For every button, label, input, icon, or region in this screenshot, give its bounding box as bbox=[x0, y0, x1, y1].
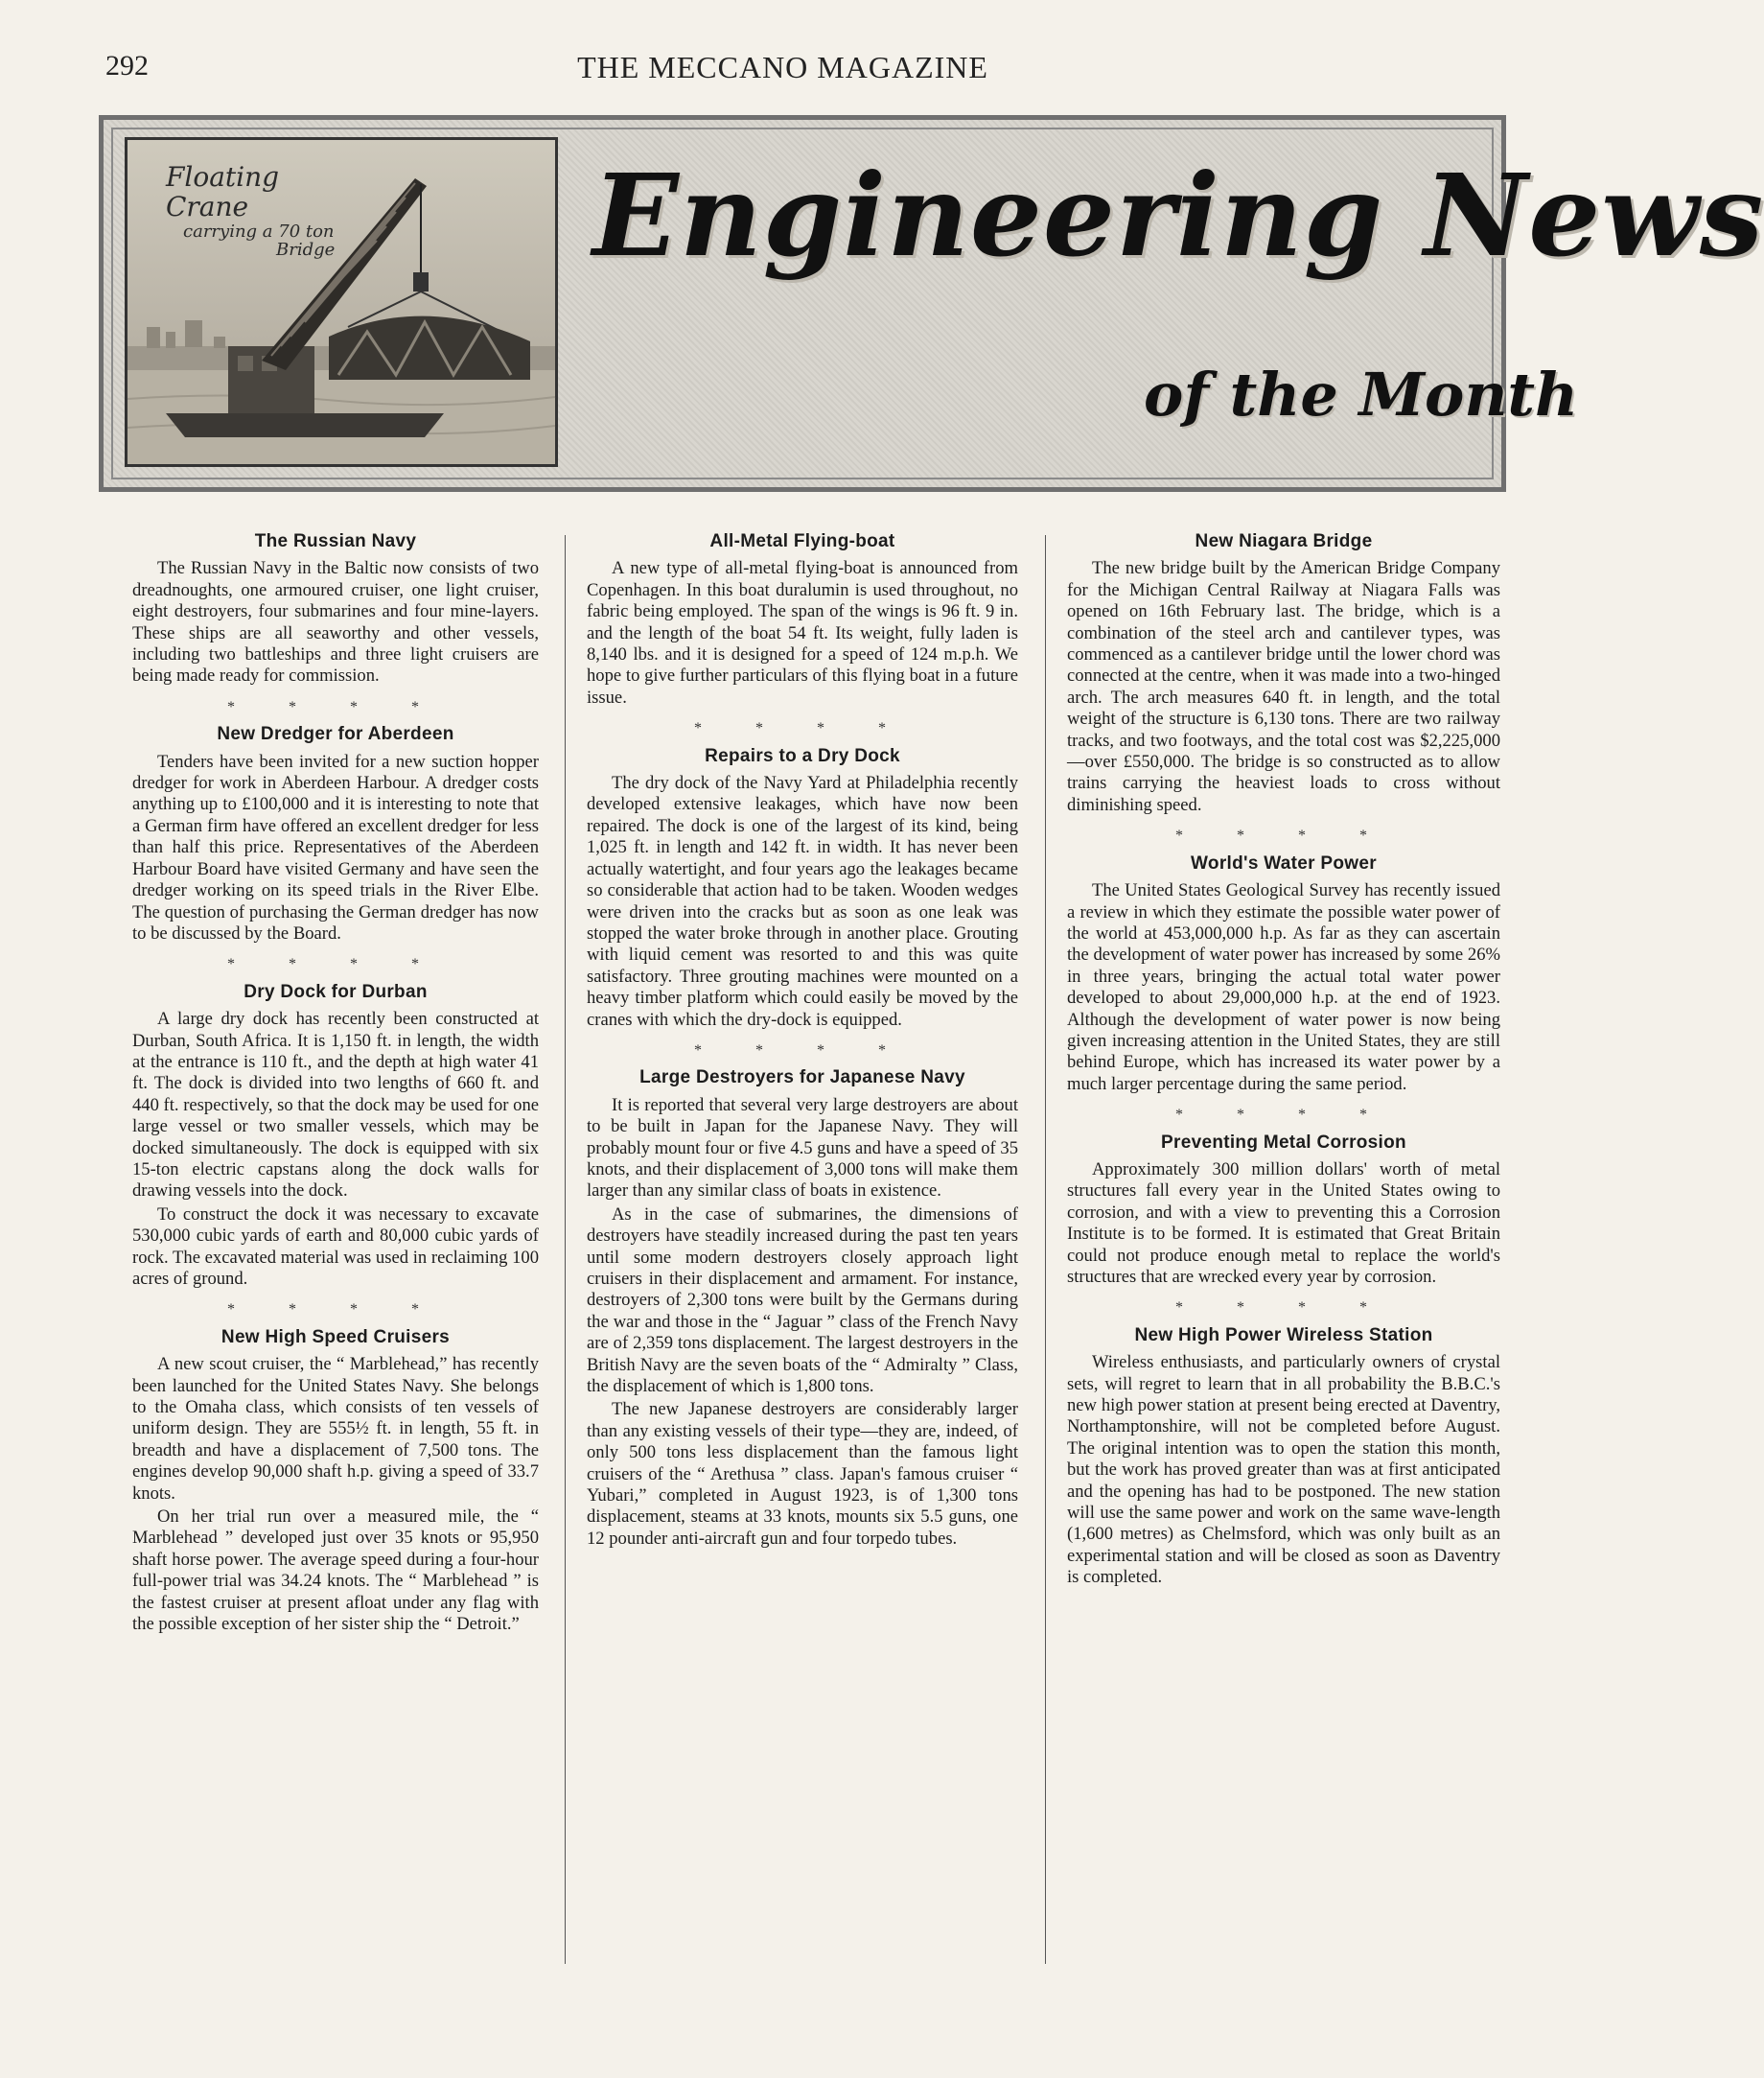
photo-caption bbox=[166, 163, 367, 260]
article-heading: World's Water Power bbox=[1191, 852, 1377, 874]
article bbox=[1067, 853, 1500, 1095]
article bbox=[1067, 1132, 1500, 1289]
article-paragraph: As in the case of submarines, the dimensions of destroyers have steadily increased during the past ten years until some modern destroyers closely approach light cruisers in their displacement and armament. For instance, destroyers of 2,300 tons were built by the Germans during the war and those in the “ Jaguar ” class of the French Navy are of 2,359 tons displacement. The largest destroyers in the British Navy are the seven boats of the “ Admiralty ” Class, the displacement of which is 1,800 tons. bbox=[587, 1203, 1018, 1397]
article-paragraph: Approximately 300 million dollars' worth of metal structures fall every year in the United States owing to corrosion, and with a view to preventing this a Corrosion Institute is to be formed. It is estimated that Great Britain could not produce enough metal to replace the world's structures that are wrecked every year by corrosion. bbox=[1067, 1158, 1500, 1287]
section-separator: * * * * bbox=[227, 956, 444, 973]
article-paragraph: The new Japanese destroyers are considerably larger than any existing vessels of their type—they are, indeed, of only 500 tons less displacement than the famous light cruisers of the “ Arethusa ” class. Japan's famous cruiser “ Yubari,” completed in August 1923, is of 1,300 tons displacement, steams at 33 knots, mounts six 5.5 guns, one 12 pounder anti-aircraft gun and four torpedo tubes. bbox=[587, 1399, 1018, 1549]
article-heading: Dry Dock for Durban bbox=[244, 981, 428, 1002]
article-paragraph: It is reported that several very large destroyers are about to be built in Japan for the Japanese Navy. They will probably mount four or five 4.5 guns and have a speed of 35 knots, and their displacement of 3,000 tons will make them larger than any similar class of boats in existence. bbox=[587, 1094, 1018, 1202]
article-paragraph: The United States Geological Survey has recently issued a review in which they estimate the possible water power of the world at 453,000,000 h.p. As far as they can ascertain the development of water power has increased by some 26% in three years, bringing the actual total water power developed to about 29,000,000 h.p. at the end of 1923. Although the development of water power is now being given increasing attention in the United States, they are still behind Europe, which has increased its water power by a much larger percentage during the same period. bbox=[1067, 880, 1500, 1094]
article-heading: Repairs to a Dry Dock bbox=[705, 745, 900, 766]
article-paragraph: On her trial run over a measured mile, the “ Marblehead ” developed just over 35 knots or 95,950 shaft horse power. The average speed during a four-hour full-power trial was 34.24 knots. The “ Marblehead ” is the fastest cruiser at present afloat under any flag with the possible exception of her sister ship the “ Detroit.” bbox=[132, 1506, 539, 1635]
article-paragraph: A new scout cruiser, the “ Marblehead,” has recently been launched for the United States Navy. She belongs to the Omaha class, which consists of ten vessels of uniform design. They are 555½ ft. in length, 55 ft. in breadth and have a displacement of 7,500 tons. The engines develop 90,000 shaft h.p. giving a speed of 33.7 knots. bbox=[132, 1354, 539, 1504]
article-paragraph: A large dry dock has recently been constructed at Durban, South Africa. It is 1,150 ft. in length, the width at the entrance is 110 ft., and the depth at high water 41 ft. The dock is divided into two lengths of 660 ft. and 440 ft. respectively, so that the dock may be used for one large vessel or two smaller vessels, which may be docked simultaneously. The dock is equipped with six 15-ton electric capstans along the dock walls for drawing vessels into the dock. bbox=[132, 1009, 539, 1202]
article bbox=[1067, 531, 1500, 816]
section-separator: * * * * bbox=[227, 698, 444, 715]
page-number: 292 bbox=[105, 50, 149, 82]
section-separator: * * * * bbox=[227, 1301, 444, 1319]
article-heading: All-Metal Flying-boat bbox=[709, 531, 895, 551]
article-paragraph: Tenders have been invited for a new suction hopper dredger for work in Aberdeen Harbour. A dredger costs anything up to £100,000 and it is interesting to note that a German firm have offered an excellent dredger for less than half this price. Representatives of the Aberdeen Harbour Board have visited Germany and have seen the dredger working on its speed trials in the River Elbe. The question of purchasing the German dredger has now to be discussed by the Board. bbox=[132, 751, 539, 944]
article bbox=[132, 724, 539, 945]
article-paragraph: A new type of all-metal flying-boat is announced from Copenhagen. In this boat duralumin is used throughout, no fabric being employed. The span of the wings is 96 ft. 9 in. and the length of the boat 54 ft. Its weight, fully laden is 8,140 lbs. and it is designed for a speed of 124 m.p.h. We hope to give further particulars of this flying boat in a future issue. bbox=[587, 558, 1018, 708]
magazine-title: THE MECCANO MAGAZINE bbox=[577, 50, 988, 84]
column-1 bbox=[132, 525, 539, 1636]
article-paragraph: Wireless enthusiasts, and particularly owners of crystal sets, will regret to learn that in all probability the B.B.C.'s new high power station at present being erected at Daventry, Northamptonshire, will not be completed before August. The original intention was to open the station this month, but the work has proved greater than was at first anticipated and the opening has had to be postponed. The new station will use the same power and work on the same wave-length (1,600 metres) as Chelmsford, which was only built as an experimental station and will be closed as soon as Daventry is completed. bbox=[1067, 1352, 1500, 1588]
column-divider bbox=[565, 535, 566, 1964]
section-separator: * * * * bbox=[1175, 828, 1392, 845]
article-paragraph: To construct the dock it was necessary to excavate 530,000 cubic yards of earth and 80,000 cubic yards of rock. The excavated material was used in reclaiming 100 acres of ground. bbox=[132, 1203, 539, 1289]
floating-crane-photo bbox=[125, 137, 558, 467]
article bbox=[587, 531, 1018, 709]
section-separator: * * * * bbox=[1175, 1299, 1392, 1317]
article-heading: New High Speed Cruisers bbox=[220, 1326, 451, 1347]
article bbox=[132, 982, 539, 1291]
photo-caption-line: carrying a 70 ton bbox=[183, 221, 335, 242]
photo-caption-line: Floating Crane bbox=[166, 161, 280, 222]
banner-headline: Engineering News bbox=[592, 149, 1764, 282]
section-separator: * * * * bbox=[694, 720, 911, 737]
photo-caption-line: Bridge bbox=[276, 240, 336, 261]
column-divider bbox=[1045, 535, 1046, 1964]
banner-subheadline: of the Month bbox=[1144, 360, 1579, 430]
article-paragraph: The Russian Navy in the Baltic now consists of two dreadnoughts, one armoured cruiser, one light cruiser, eight destroyers, four submarines and four mine-layers. These ships are all seaworthy and other vessels, including two battleships and three light cruisers are being made ready for commission. bbox=[132, 558, 539, 687]
article bbox=[132, 1327, 539, 1636]
article bbox=[132, 531, 539, 688]
article bbox=[1067, 1325, 1500, 1589]
column-2 bbox=[587, 525, 1018, 1550]
article bbox=[587, 1067, 1018, 1550]
article-heading: Preventing Metal Corrosion bbox=[1161, 1132, 1406, 1153]
section-separator: * * * * bbox=[1175, 1107, 1392, 1124]
article-heading: Large Destroyers for Japanese Navy bbox=[639, 1067, 965, 1088]
article-heading: The Russian Navy bbox=[254, 531, 417, 551]
article-paragraph: The new bridge built by the American Bridge Company for the Michigan Central Railway at Niagara Falls was opened on 16th February last. The bridge, which is a combination of the steel arch and cantilever types, was commenced as a cantilever bridge until the lower chord was connected at the centre, when it was made into a two-hinged arch. The arch measures 640 ft. in length, and the total weight of the structure is 6,130 tons. There are two railway tracks, and two footways, and the total cost was $2,225,000 —over £550,000. The bridge is so constructed as to allow trains carrying the heaviest loads to cross without diminishing speed. bbox=[1067, 558, 1500, 815]
article-heading: New Niagara Bridge bbox=[1195, 531, 1373, 551]
title-banner bbox=[99, 115, 1764, 492]
article-heading: New High Power Wireless Station bbox=[1134, 1324, 1433, 1345]
article-paragraph: The dry dock of the Navy Yard at Philadelphia recently developed extensive leakages, which have now been repaired. The dock is one of the largest of its kind, being 1,025 ft. in length and 142 ft. in width. It has never been actually watertight, and four years ago the leakages became so considerable that action had to be taken. Wooden wedges were driven into the cracks but as soon as one leak was stopped the water broke through in another place. Grouting with liquid cement was resorted to and this was quite satisfactory. Three grouting machines were mounted on a heavy timber platform which could easily be moved by the cranes with which the dry-dock is equipped. bbox=[587, 773, 1018, 1030]
section-separator: * * * * bbox=[694, 1041, 911, 1059]
article bbox=[587, 746, 1018, 1031]
column-3 bbox=[1067, 525, 1500, 1589]
article-heading: New Dredger for Aberdeen bbox=[217, 724, 454, 745]
